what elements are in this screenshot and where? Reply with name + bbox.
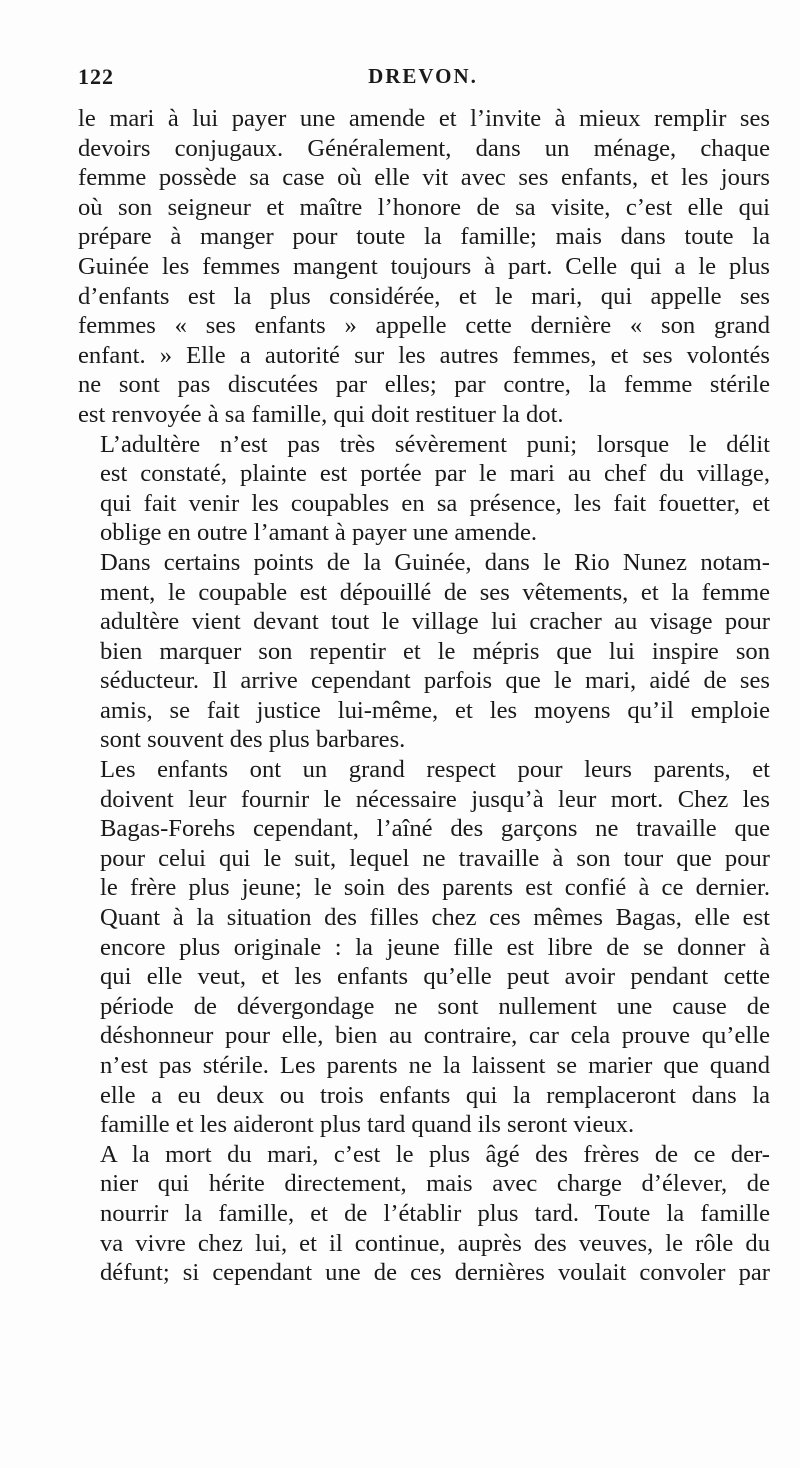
page-number: 122 xyxy=(78,64,114,89)
text-line: où son seigneur et maître l’honore de sa visite, c’est elle qui xyxy=(78,193,770,221)
text-line: d’enfants est la plus considérée, et le mari, qui appelle ses xyxy=(78,282,770,310)
text-line: ne sont pas discutées par elles; par contre, la femme stérile xyxy=(78,371,770,399)
text-line: n’est pas stérile. Les parents ne la laissent se marier que quand xyxy=(100,1052,770,1079)
text-line: devoirs conjugaux. Généralement, dans un ménage, chaque xyxy=(78,134,770,162)
text-line: encore plus originale : la jeune fille est libre de se donner à xyxy=(100,933,770,961)
text-line: bien marquer son repentir et le mépris que lui inspire son xyxy=(100,637,770,665)
text-line: le mari à lui payer une amende et l’invite à mieux remplir ses xyxy=(78,105,770,132)
text-line: période de dévergondage ne sont nullement une cause de xyxy=(100,992,770,1020)
paragraph xyxy=(78,1140,770,1288)
text-line: Dans certains points de la Guinée, dans le Rio Nunez notam- xyxy=(100,548,770,576)
text-line: Les enfants ont un grand respect pour leurs parents, et xyxy=(100,756,770,784)
paragraph xyxy=(78,548,770,755)
text-line: le frère plus jeune; le soin des parents est confié à ce dernier. xyxy=(100,874,770,902)
text-line: A la mort du mari, c’est le plus âgé des frères de ce der- xyxy=(100,1140,770,1168)
text-line: est renvoyée à sa famille, qui doit restituer la dot. xyxy=(78,400,564,428)
text-line: ment, le coupable est dépouillé de ses vêtements, et la femme xyxy=(100,578,770,606)
text-line: femmes « ses enfants » appelle cette dernière « son grand xyxy=(78,312,770,340)
text-line: va vivre chez lui, et il continue, auprès des veuves, le rôle du xyxy=(100,1229,770,1257)
text-line: adultère vient devant tout le village lui cracher au visage pour xyxy=(100,608,770,636)
text-line: défunt; si cependant une de ces dernières voulait convoler par xyxy=(100,1259,770,1287)
text-line: séducteur. Il arrive cependant parfois que le mari, aidé de ses xyxy=(100,667,770,695)
paragraph xyxy=(78,430,770,548)
text-line: Quant à la situation des filles chez ces mêmes Bagas, elle est xyxy=(100,904,770,932)
text-line: qui elle veut, et les enfants qu’elle peut avoir pendant cette xyxy=(100,963,770,991)
text-line: enfant. » Elle a autorité sur les autres femmes, et ses volontés xyxy=(78,341,770,369)
text-line: qui fait venir les coupables en sa présence, les fait fouetter, et xyxy=(100,489,770,517)
text-line: famille et les aideront plus tard quand ils seront vieux. xyxy=(100,1111,635,1139)
text-line: déshonneur pour elle, bien au contraire, car cela prouve qu’elle xyxy=(100,1022,770,1050)
running-head: DREVON. xyxy=(368,64,478,88)
text-line: est constaté, plainte est portée par le mari au chef du village, xyxy=(100,460,770,488)
text-line: doivent leur fournir le nécessaire jusqu’à leur mort. Chez les xyxy=(100,785,770,813)
page-header xyxy=(78,64,768,94)
text-line: nier qui hérite directement, mais avec charge d’élever, de xyxy=(100,1170,770,1198)
text-line: oblige en outre l’amant à payer une amende. xyxy=(100,519,538,547)
text-line: amis, se fait justice lui-même, et les moyens qu’il emploie xyxy=(100,696,770,724)
paragraph xyxy=(78,104,770,430)
text-line: prépare à manger pour toute la famille; mais dans toute la xyxy=(78,223,770,251)
paragraph xyxy=(78,755,770,1140)
text-line: L’adultère n’est pas très sévèrement puni; lorsque le délit xyxy=(100,430,770,458)
text-line: femme possède sa case où elle vit avec ses enfants, et les jours xyxy=(78,164,770,192)
text-line: sont souvent des plus barbares. xyxy=(100,726,406,754)
text-line: nourrir la famille, et de l’établir plus tard. Toute la famille xyxy=(100,1199,770,1227)
text-line: elle a eu deux ou trois enfants qui la remplaceront dans la xyxy=(100,1081,770,1109)
text-line: pour celui qui le suit, lequel ne travaille à son tour que pour xyxy=(100,844,770,872)
text-line: Bagas-Forehs cependant, l’aîné des garçons ne travaille que xyxy=(100,815,770,843)
text-line: Guinée les femmes mangent toujours à part. Celle qui a le plus xyxy=(78,252,770,280)
body-text xyxy=(78,104,770,1288)
